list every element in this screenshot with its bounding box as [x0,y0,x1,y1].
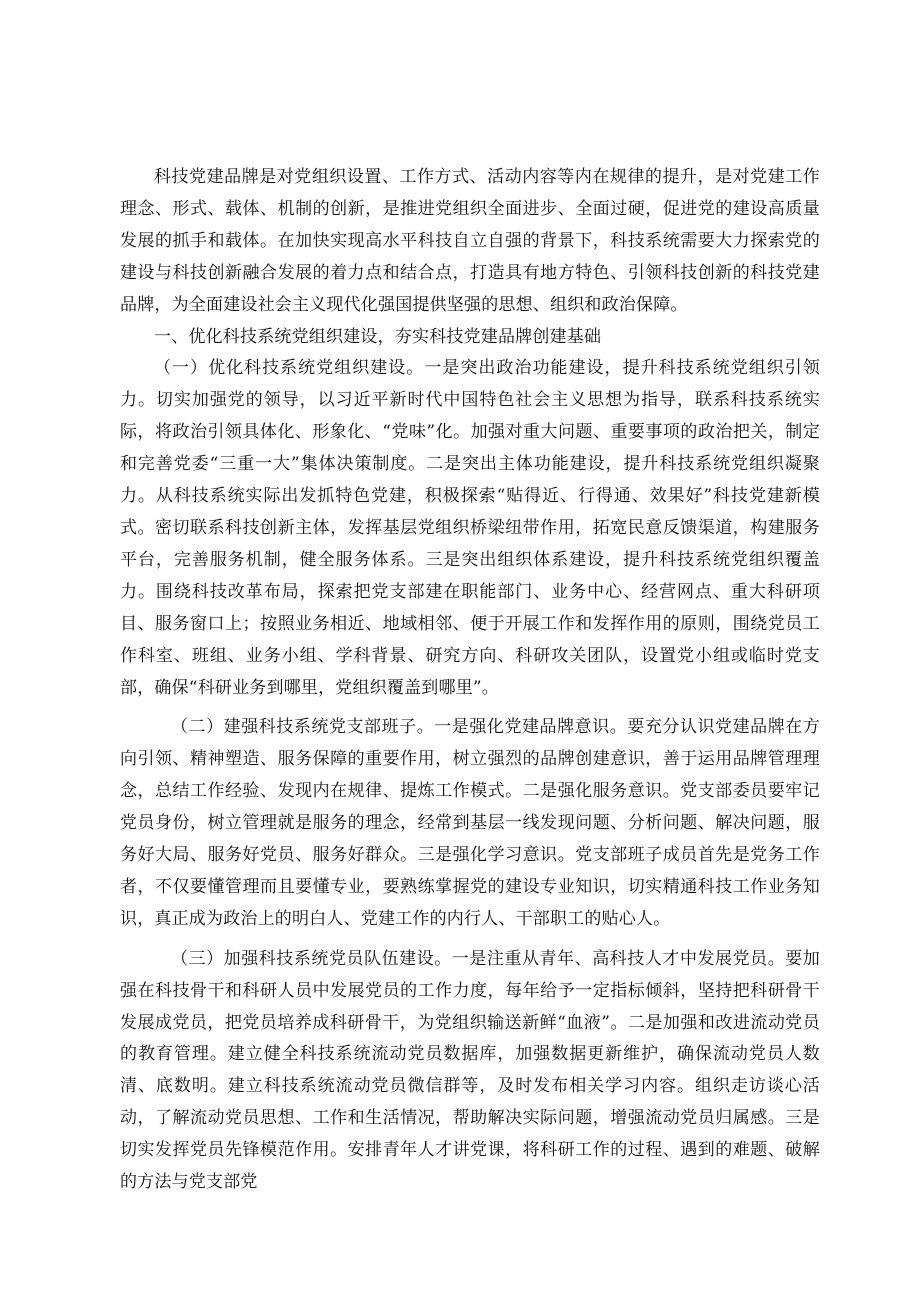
section-heading: 一、优化科技系统党组织建设，夯实科技党建品牌创建基础 [154,326,602,347]
document-page [120,162,820,1199]
subsection-2-paragraph: （二）建强科技系统党支部班子。一是强化党建品牌意识。要充分认识党建品牌在方向引领、精神塑造、服务保障的重要作用，树立强烈的品牌创建意识，善于运用品牌管理理念，总结工作经验、发现内在规律、提炼工作模式。二是强化服务意识。党支部委员要牢记党员身份，树立管理就是服务的理念，经常到基层一线发现问题、分析问题、解决问题，服务好大局、服务好党员、服务好群众。三是强化学习意识。党支部班子成员首先是党务工作者，不仅要懂管理而且要懂专业，要熟练掌握党的建设专业知识，切实精通科技工作业务知识，真正成为政治上的明白人、党建工作的内行人、干部职工的贴心人。 [120,717,820,929]
subsection-3-paragraph: （三）加强科技系统党员队伍建设。一是注重从青年、高科技人才中发展党员。要加强在科技骨干和科研人员中发展党员的工作力度，每年给予一定指标倾斜，坚持把科研骨干发展成党员，把党员培养成科研骨干，为党组织输送新鲜“血液”。二是加强和改进流动党员的教育管理。建立健全科技系统流动党员数据库，加强数据更新维护，确保流动党员人数清、底数明。建立科技系统流动党员微信群等，及时发布相关学习内容。组织走访谈心活动，了解流动党员思想、工作和生活情况，帮助解决实际问题，增强流动党员归属感。三是切实发挥党员先锋模范作用。安排青年人才讲党课，将科研工作的过程、遇到的难题、破解的方法与党支部党 [120,948,820,1193]
subsection-1-paragraph: （一）优化科技系统党组织建设。一是突出政治功能建设，提升科技系统党组织引领力。切实加强党的领导，以习近平新时代中国特色社会主义思想为指导，联系科技系统实际，将政治引领具体化、形象化、“党味”化。加强对重大问题、重要事项的政治把关，制定和完善党委“三重一大”集体决策制度。二是突出主体功能建设，提升科技系统党组织凝聚力。从科技系统实际出发抓特色党建，积极探索“贴得近、行得通、效果好”科技党建新模式。密切联系科技创新主体，发挥基层党组织桥梁纽带作用，拓宽民意反馈渠道，构建服务平台，完善服务机制，健全服务体系。三是突出组织体系建设，提升科技系统党组织覆盖力。围绕科技改革布局，探索把党支部建在职能部门、业务中心、经营网点、重大科研项目、服务窗口上；按照业务相近、地域相邻、便于开展工作和发挥作用的原则，围绕党员工作科室、班组、业务小组、学科背景、研究方向、科研攻关团队，设置党小组或临时党支部，确保“科研业务到哪里，党组织覆盖到哪里”。 [120,358,820,698]
intro-paragraph: 科技党建品牌是对党组织设置、工作方式、活动内容等内在规律的提升，是对党建工作理念、形式、载体、机制的创新，是推进党组织全面进步、全面过硬，促进党的建设高质量发展的抓手和载体。在加快实现高水平科技自立自强的背景下，科技系统需要大力探索党的建设与科技创新融合发展的着力点和结合点，打造具有地方特色、引领科技创新的科技党建品牌，为全面建设社会主义现代化强国提供坚强的思想、组织和政治保障。 [120,167,820,315]
